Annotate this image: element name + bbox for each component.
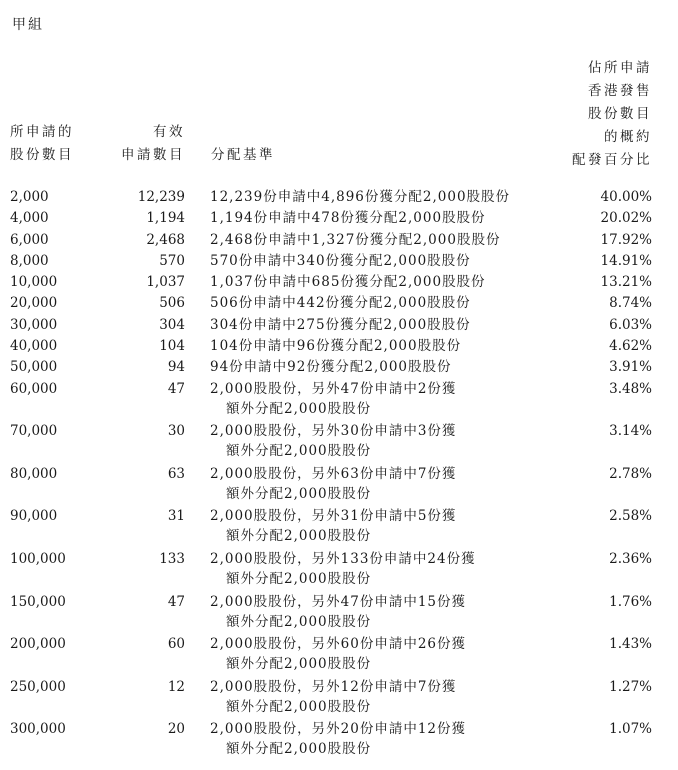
header-valid-applications xyxy=(121,121,185,167)
allocation-basis-cell xyxy=(210,336,461,356)
valid-applications-cell: 12,239 xyxy=(137,189,185,205)
table-row xyxy=(0,315,678,336)
table-row xyxy=(0,421,678,464)
allocation-basis-cell xyxy=(210,592,466,632)
group-title: 甲組 xyxy=(12,17,44,33)
allocation-basis-line: 額外分配2,000股股份 xyxy=(226,443,372,460)
valid-applications-cell: 304 xyxy=(159,316,185,333)
allocation-basis-line: 2,000股股份，另外133份申請中24份獲 xyxy=(210,551,476,568)
valid-applications-cell: 47 xyxy=(167,593,185,610)
shares-applied-cell: 100,000 xyxy=(10,551,66,568)
allocation-basis-line: 2,468份申請中1,327份獲分配2,000股股份 xyxy=(210,231,501,248)
allocation-basis-cell xyxy=(210,421,456,461)
allotment-percentage-cell: 13.21% xyxy=(600,274,652,291)
allotment-percentage-cell: 8.74% xyxy=(609,295,652,312)
table-row xyxy=(0,272,678,293)
shares-applied-cell: 40,000 xyxy=(10,338,58,355)
allocation-basis-cell xyxy=(210,719,466,759)
allocation-basis-line: 2,000股股份，另外47份申請中15份獲 xyxy=(210,593,467,610)
allocation-basis-line: 額外分配2,000股股份 xyxy=(226,528,372,545)
table-row xyxy=(0,208,678,229)
valid-applications-cell: 30 xyxy=(167,423,185,440)
table-row xyxy=(0,379,678,422)
table-row xyxy=(0,464,678,507)
shares-applied-cell: 50,000 xyxy=(10,359,58,376)
valid-applications-cell: 60 xyxy=(167,636,185,653)
allocation-basis-line: 1,194份申請中478份獲分配2,000股股份 xyxy=(210,210,486,227)
table-row xyxy=(0,251,678,272)
shares-applied-cell: 70,000 xyxy=(10,423,58,440)
allocation-basis-cell xyxy=(210,634,466,674)
allocation-basis-line: 額外分配2,000股股份 xyxy=(226,656,372,673)
shares-applied-cell: 300,000 xyxy=(10,721,66,738)
header-pct-line-2: 香港發售 xyxy=(588,83,652,99)
header-shares-line-1: 所申請的 xyxy=(10,124,74,140)
table-row xyxy=(0,230,678,251)
header-count-line-1: 有效 xyxy=(153,124,185,140)
allotment-percentage-cell: 1.07% xyxy=(609,721,652,738)
allocation-basis-cell xyxy=(210,677,456,717)
table-row xyxy=(0,506,678,549)
allocation-basis-line: 額外分配2,000股股份 xyxy=(226,698,372,715)
allocation-basis-cell xyxy=(210,464,456,504)
allotment-percentage-cell: 1.76% xyxy=(609,593,652,610)
valid-applications-cell: 1,194 xyxy=(146,210,185,227)
shares-applied-cell: 30,000 xyxy=(10,316,58,333)
allocation-basis-line: 2,000股股份，另外60份申請中26份獲 xyxy=(210,636,467,653)
allocation-basis-line: 額外分配2,000股股份 xyxy=(226,400,372,417)
allotment-percentage-cell: 1.43% xyxy=(609,636,652,653)
allotment-percentage-cell: 3.91% xyxy=(609,359,652,376)
allotment-percentage-cell: 6.03% xyxy=(609,316,652,333)
valid-applications-cell: 20 xyxy=(167,721,185,738)
allocation-basis-line: 2,000股股份，另外20份申請中12份獲 xyxy=(210,721,467,738)
table-row xyxy=(0,336,678,357)
table-row xyxy=(0,357,678,378)
shares-applied-cell: 250,000 xyxy=(10,678,66,695)
shares-applied-cell: 80,000 xyxy=(10,465,58,482)
header-allotment-percentage xyxy=(572,57,652,172)
shares-applied-cell: 8,000 xyxy=(10,252,49,269)
valid-applications-cell: 47 xyxy=(167,380,185,397)
allocation-basis-line: 570份申請中340份獲分配2,000股股份 xyxy=(210,252,471,269)
allocation-basis-line: 2,000股股份，另外30份申請中3份獲 xyxy=(210,423,457,440)
header-pct-line-5: 配發百分比 xyxy=(572,152,652,168)
shares-applied-cell: 10,000 xyxy=(10,274,58,291)
header-pct-line-3: 股份數目 xyxy=(588,106,652,122)
allocation-basis-line: 304份申請中275份獲分配2,000股股份 xyxy=(210,316,471,333)
allotment-percentage-cell: 14.91% xyxy=(600,252,652,269)
shares-applied-cell: 150,000 xyxy=(10,593,66,610)
allotment-percentage-cell: 20.02% xyxy=(600,210,652,227)
valid-applications-cell: 506 xyxy=(159,295,185,312)
table-row xyxy=(0,719,678,762)
shares-applied-cell: 2,000 xyxy=(10,189,49,205)
table-row xyxy=(0,187,678,208)
shares-applied-cell: 60,000 xyxy=(10,380,58,397)
table-row xyxy=(0,293,678,314)
allotment-percentage-cell: 3.14% xyxy=(609,423,652,440)
allotment-percentage-cell: 40.00% xyxy=(600,189,652,205)
allocation-basis-cell xyxy=(210,272,486,292)
allotment-percentage-cell: 4.62% xyxy=(609,338,652,355)
allocation-basis-line: 94份申請中92份獲分配2,000股股份 xyxy=(210,359,452,376)
shares-applied-cell: 200,000 xyxy=(10,636,66,653)
shares-applied-cell: 4,000 xyxy=(10,210,49,227)
header-count-line-2: 申請數目 xyxy=(121,147,185,163)
allocation-basis-cell xyxy=(210,208,486,228)
header-pct-line-1: 佔所申請 xyxy=(588,60,652,76)
allotment-percentage-cell: 2.78% xyxy=(609,465,652,482)
allocation-basis-cell xyxy=(210,230,500,250)
allocation-basis-line: 額外分配2,000股股份 xyxy=(226,741,372,758)
allotment-percentage-cell: 2.36% xyxy=(609,551,652,568)
shares-applied-cell: 6,000 xyxy=(10,231,49,248)
valid-applications-cell: 1,037 xyxy=(146,274,185,291)
valid-applications-cell: 104 xyxy=(159,338,185,355)
valid-applications-cell: 570 xyxy=(159,252,185,269)
allocation-basis-line: 2,000股股份，另外12份申請中7份獲 xyxy=(210,678,457,695)
header-pct-line-4: 的概約 xyxy=(604,129,652,145)
shares-applied-cell: 20,000 xyxy=(10,295,58,312)
allocation-basis-cell xyxy=(210,506,456,546)
allocation-basis-line: 104份申請中96份獲分配2,000股股份 xyxy=(210,338,462,355)
allocation-basis-line: 額外分配2,000股股份 xyxy=(226,613,372,630)
table-row xyxy=(0,592,678,635)
allotment-percentage-cell: 17.92% xyxy=(600,231,652,248)
allocation-basis-cell xyxy=(210,357,452,377)
table-row xyxy=(0,549,678,592)
allocation-basis-line: 2,000股股份，另外31份申請中5份獲 xyxy=(210,508,457,525)
allocation-basis-cell xyxy=(210,293,471,313)
allocation-basis-cell xyxy=(210,549,476,589)
header-shares-applied xyxy=(10,121,74,167)
allocation-basis-cell xyxy=(210,379,456,419)
table-row xyxy=(0,634,678,677)
allotment-percentage-cell: 3.48% xyxy=(609,380,652,397)
allocation-basis-cell xyxy=(210,251,471,271)
allocation-basis-line: 2,000股股份，另外63份申請中7份獲 xyxy=(210,465,457,482)
allocation-basis-line: 12,239份申請中4,896份獲分配2,000股股份 xyxy=(210,189,511,205)
allotment-percentage-cell: 2.58% xyxy=(609,508,652,525)
allocation-basis-cell xyxy=(210,187,510,207)
allocation-basis-cell xyxy=(210,315,471,335)
table-row xyxy=(0,677,678,720)
shares-applied-cell: 90,000 xyxy=(10,508,58,525)
header-shares-line-2: 股份數目 xyxy=(10,147,74,163)
allocation-basis-line: 2,000股股份，另外47份申請中2份獲 xyxy=(210,380,457,397)
header-allocation-basis: 分配基準 xyxy=(211,147,275,163)
valid-applications-cell: 31 xyxy=(167,508,185,525)
allocation-basis-line: 額外分配2,000股股份 xyxy=(226,571,372,588)
valid-applications-cell: 94 xyxy=(167,359,185,376)
allotment-percentage-cell: 1.27% xyxy=(609,678,652,695)
allocation-basis-line: 506份申請中442份獲分配2,000股股份 xyxy=(210,295,471,312)
valid-applications-cell: 133 xyxy=(159,551,185,568)
valid-applications-cell: 63 xyxy=(167,465,185,482)
valid-applications-cell: 2,468 xyxy=(146,231,185,248)
valid-applications-cell: 12 xyxy=(167,678,185,695)
allocation-table-body xyxy=(0,187,678,762)
allocation-basis-line: 額外分配2,000股股份 xyxy=(226,485,372,502)
allocation-basis-line: 1,037份申請中685份獲分配2,000股股份 xyxy=(210,274,486,291)
